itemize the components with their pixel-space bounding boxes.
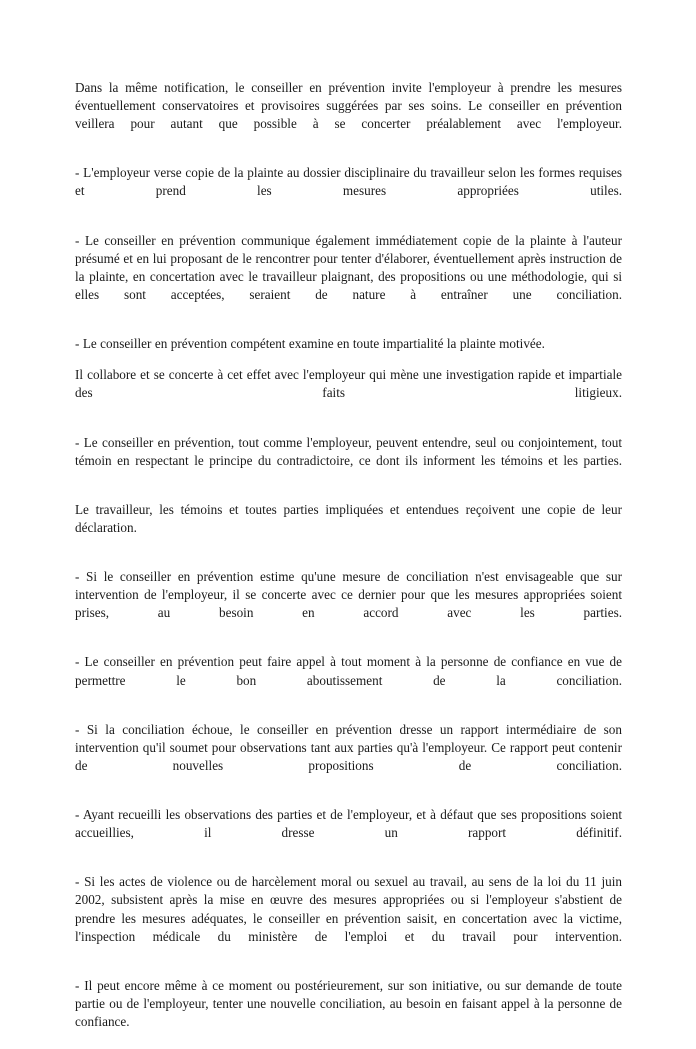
paragraph: - Le conseiller en prévention communique également immédiatement copie de la plainte à l'auteur présumé et en lui proposant de le rencontrer pour tenter d'élaborer, éventuellement après instruction de la plainte, en concertation avec le travailleur plaignant, des propositions ou une méthodologie, qui si elles sont acceptées, seraient de nature à entraîner une conciliation. — [75, 232, 622, 302]
paragraph: Dans la même notification, le conseiller en prévention invite l'employeur à prendre les mesures éventuellement conservatoires et provisoires suggérées par ses soins. Le conseiller en prévention veillera pour autant que possible à se concerter préalablement avec l'employeur. — [75, 80, 622, 132]
document-body — [75, 79, 622, 1049]
paragraph: - Le conseiller en prévention peut faire appel à tout moment à la personne de confiance en vue de permettre le bon aboutissement de la conciliation. — [75, 654, 622, 688]
paragraph: - Ayant recueilli les observations des parties et de l'employeur, et à défaut que ses propositions soient accueillies, il dresse un rapport définitif. — [75, 807, 622, 841]
paragraph: - Si la conciliation échoue, le conseiller en prévention dresse un rapport intermédiaire de son intervention qu'il soumet pour observations tant aux parties qu'à l'employeur. Ce rapport peut contenir de nouvelles propositions de conciliation. — [75, 721, 622, 773]
paragraph: - Le conseiller en prévention compétent examine en toute impartialité la plainte motivée. — [75, 336, 545, 352]
paragraph: - Si le conseiller en prévention estime qu'une mesure de conciliation n'est envisageable que sur intervention de l'employeur, il se concerte avec ce dernier pour que les mesures appropriées soient prises, au besoin en accord avec les parties. — [75, 569, 622, 621]
paragraph: - Il peut encore même à ce moment ou postérieurement, sur son initiative, ou sur demande de toute partie ou de l'employeur, tenter une nouvelle conciliation, au besoin en faisant appel à la personne de confiance. — [75, 977, 622, 1030]
paragraph: - Le conseiller en prévention, tout comme l'employeur, peuvent entendre, seul ou conjointement, tout témoin en respectant le principe du contradictoire, ce dont ils informent les témoins et les parties. — [75, 434, 622, 468]
paragraph: - L'employeur verse copie de la plainte au dossier disciplinaire du travailleur selon les formes requises et prend les mesures appropriées utiles. — [75, 165, 622, 199]
paragraph: Il collabore et se concerte à cet effet avec l'employeur qui mène une investigation rapide et impartiale des faits litigieux. — [75, 367, 622, 401]
paragraph: - Si les actes de violence ou de harcèlement moral ou sexuel au travail, au sens de la loi du 11 juin 2002, subsistent après la mise en œuvre des mesures appropriées ou si l'employeur s'abstient de prendre les mesures adéquates, le conseiller en prévention saisit, en concertation avec la victime, l'inspection médicale du ministère de l'emploi et du travail pour intervention. — [75, 874, 622, 944]
paragraph: Le travailleur, les témoins et toutes parties impliquées et entendues reçoivent une copie de leur déclaration. — [75, 501, 622, 535]
